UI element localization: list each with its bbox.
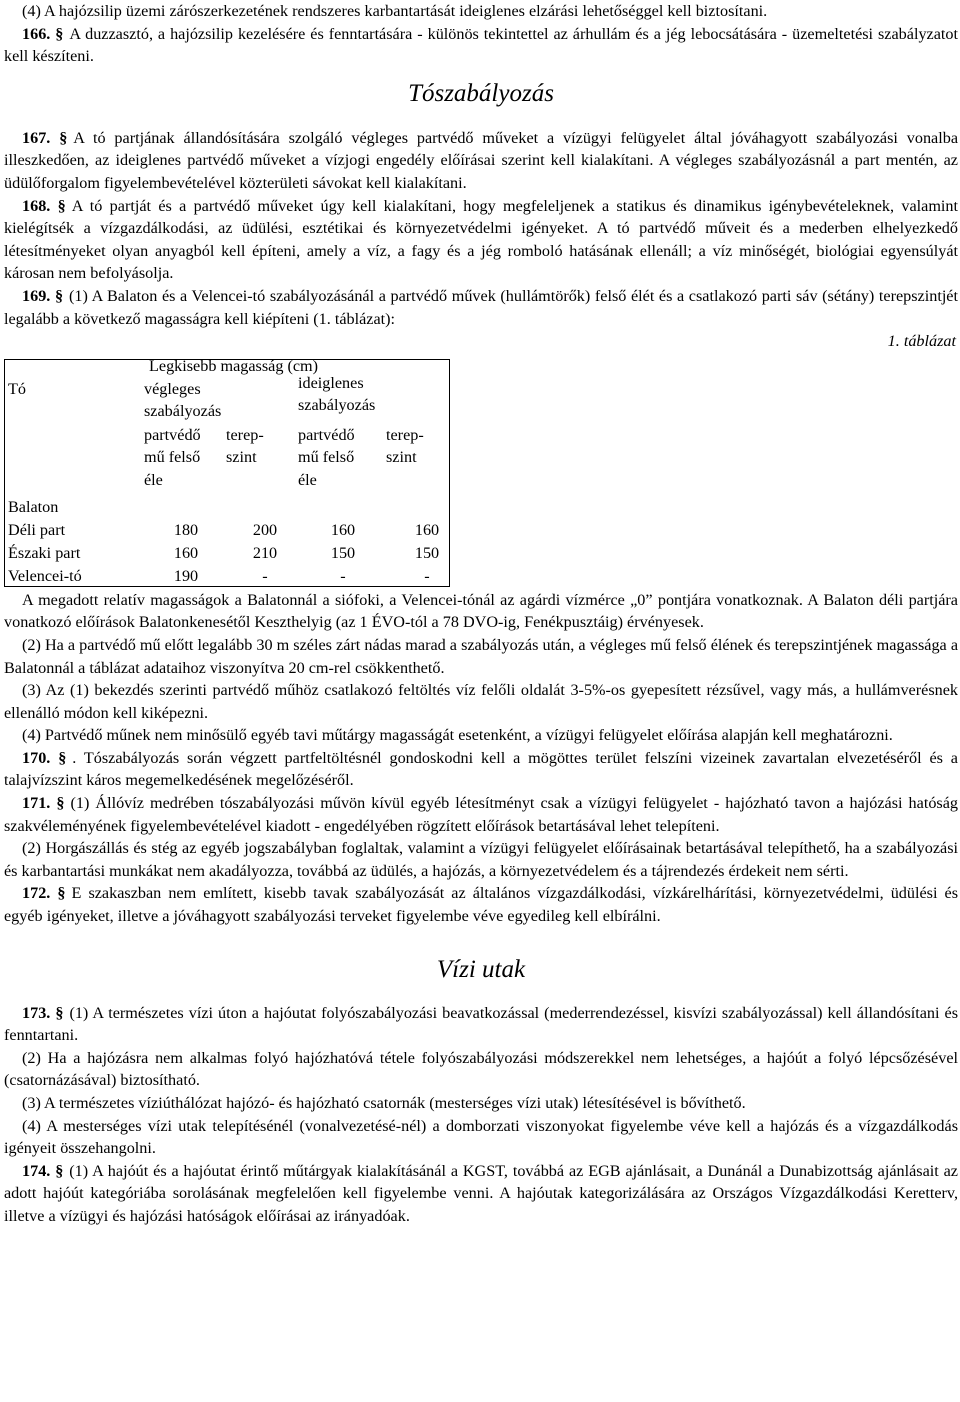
table-cell: 150 — [414, 543, 440, 562]
table-temp-header: ideiglenes szabályozás — [298, 373, 376, 415]
table-cell: - — [262, 566, 268, 585]
table-cell: 190 — [173, 566, 199, 585]
section-168 — [4, 195, 958, 285]
paragraph-sign: § — [54, 286, 64, 305]
section-number: 174. — [22, 1161, 51, 1180]
table-sub-terep-final: terep-szint — [226, 425, 264, 467]
paragraph-169-after-table: A megadott relatív magasságok a Balatonnál a siófoki, a Velencei-tónál az agárdi vízmérce „0” pontjára vonatkoznak. A Balaton déli partjára vonatkozó előírások Balatonkenesétől Keszthelyig (az 1 ÉVO-tól a 78 DVO-ig, Fenékpusztáig) érvényesek. — [4, 590, 958, 632]
paragraph-173-4: (4) A mesterséges vízi utak telepítésénél (vonalvezetésé-nél) a domborzati viszonyokat figyelembe véve kell a hajózás és a vízgazdálkodás igényeit összehangolni. — [4, 1116, 958, 1158]
section-171 — [4, 792, 958, 837]
table-caption: 1. táblázat — [887, 332, 956, 351]
section-text: . Tószabályozás során végzett partfeltöltésnél gondoskodni kell a mögöttes terület felszíni vizeinek zavartalan elvezetéséről és a talajvízszint káros megemelkedésének megelőzéséről. — [4, 748, 958, 790]
paragraph-sign: § — [56, 794, 65, 813]
section-number: 173. — [22, 1003, 51, 1022]
table-col-lake: Tó — [8, 379, 26, 398]
section-number: 169. — [22, 286, 51, 305]
section-text: A tó partját és a partvédő műveket úgy kell kialakítani, hogy megfeleljenek a statikus és dinamikus igénybevételeknek, valamint kielégítsék a vízgazdálkodási, az üdülési, esztétikai és környezetvédelmi igényeket. A tó partvédő műveit és a mederben elhelyezkedő létesítményeket olyan anyagból kell építeni, amely a víz, a fagy és a jég romboló hatásának ellenáll; a víz minőségét, biológiai egyensúlyát károsan nem befolyásolja. — [4, 196, 959, 283]
section-number: 166. — [22, 24, 51, 43]
section-number: 168. — [22, 196, 51, 215]
table-row-name: Velencei-tó — [8, 566, 82, 585]
table-cell: 150 — [330, 543, 356, 562]
section-text: (1) Állóvíz medrében tószabályozási művön kívül egyéb létesítményt csak a vízügyi felügyelet - hajózható tavon a hajózási hatóság szakvéleményének figyelembevételével kiadott - engedélyében rögzített előírások betartásával lehet telepíteni. — [4, 794, 958, 835]
table-cell: 210 — [252, 543, 278, 562]
table-group-header: Legkisebb magasság (cm) — [149, 356, 319, 375]
heading-vizi-utak: Vízi utak — [436, 955, 526, 983]
paragraph-171-2: (2) Horgászállás és stég az egyéb jogszabályban foglaltak, valamint a vízügyi felügyelet előírásainak betartásával telepíthető, ha a szabályozási és karbantartási munkákat nem akadályozza, továbbá az üdülés, a hajózás, a környezetvédelem és a tájrendezés érdekeit nem sérti. — [4, 839, 958, 880]
paragraph-sign: § — [55, 1161, 64, 1180]
section-text: (1) A hajóút és a hajóutat érintő műtárgyak kialakításánál a KGST, továbbá az EGB ajánlásait, a Dunánál a Dunabizottság ajánlásait az adott hajóút kategóriába sorolásának megfelelően kell figyelembe venni. A hajóutak kategorizálására az Országos Vízgazdálkodási Keretterv, illetve a vízügyi és hajózási hatóságok előírásai az irányadóak. — [4, 1161, 958, 1225]
paragraph-sign: § — [55, 1003, 64, 1022]
section-number: 172. — [22, 884, 51, 903]
table-final-header: végleges szabályozás — [144, 379, 222, 421]
table-cell: 200 — [252, 520, 278, 539]
section-number: 167. — [22, 128, 51, 147]
section-text: (1) A természetes vízi úton a hajóutat folyószabályozási beavatkozással (mederrendezéssel, kisvízi szabályozással) kell állandósítani és fenntartani. — [4, 1003, 959, 1045]
document-page — [4, 0, 958, 1228]
paragraph-sign: § — [57, 196, 66, 215]
height-table — [4, 353, 958, 589]
table-sub-partvedo-final: partvédő mű felső éle — [144, 425, 201, 489]
table-cell: 160 — [414, 520, 440, 539]
table-cell: 180 — [173, 520, 199, 539]
paragraph-169-4: (4) Partvédő műnek nem minősülő egyéb tavi műtárgy magasságát esetenként, a vízügyi felügyelet előírása alapján kell meghatározni. — [22, 726, 893, 745]
section-170 — [4, 747, 958, 792]
table-row-name: Déli part — [8, 520, 66, 539]
table-cell: - — [340, 566, 346, 585]
table-sub-terep-temp: terep-szint — [386, 425, 424, 467]
table-row-name: Északi part — [8, 543, 81, 562]
paragraph-sign: § — [57, 884, 66, 903]
table-cell: 160 — [173, 543, 199, 562]
section-169 — [4, 285, 958, 330]
paragraph-165-4: (4) A hajózsilip üzemi zárószerkezetének rendszeres karbantartását ideiglenes elzárási lehetőséggel kell biztosítani. — [22, 2, 768, 20]
paragraph-sign: § — [59, 128, 68, 147]
paragraph-sign: § — [55, 24, 64, 43]
heading-toszabalyozas: Tószabályozás — [408, 79, 554, 107]
section-text: A duzzasztó, a hajózsilip kezelésére és fenntartására - különös tekintettel az árhullám és a jég lebocsátására - üzemeltetési szabályzatot kell készíteni. — [4, 24, 958, 66]
paragraph-sign: § — [58, 748, 67, 767]
table-sub-partvedo-temp: partvédő mű felső éle — [298, 425, 355, 489]
table-group-balaton: Balaton — [8, 497, 59, 516]
section-text: E szakaszban nem említett, kisebb tavak szabályozását az általános vízgazdálkodási, vízkárelhárítási, környezetvédelmi, üdülési és egyéb igényeket, illetve a jóváhagyott szabályozási terveket figyelembe véve egyedileg kell elbírálni. — [4, 884, 958, 926]
section-172 — [4, 882, 958, 927]
section-number: 171. — [22, 794, 51, 813]
section-166 — [4, 23, 958, 68]
paragraph-173-2: (2) Ha a hajózásra nem alkalmas folyó hajózhatóvá tétele folyószabályozási módszerekkel nem lehetséges, a hajóút a folyó lépcsőzésével (csatornázásával) biztosítható. — [4, 1048, 958, 1090]
section-text: (1) A Balaton és a Velencei-tó szabályozásánál a partvédő művek (hullámtörők) felső élét és a csatlakozó parti sáv (sétány) terepszintjét legalább a következő magasságra kell kiépíteni (1. táblázat): — [4, 286, 958, 328]
table-cell: - — [424, 566, 430, 585]
section-173 — [4, 1002, 958, 1047]
section-text: A tó partjának állandósítására szolgáló végleges partvédő műveket a vízügyi felügyelet által jóváhagyott szabályozási vonalba illeszkedően, az ideiglenes partvédő műveket a vízjogi engedély előírásai szerint kell kialakítani. A végleges szabályozásnál a part mentén, az üdülőforgalom figyelembevételével közterületi sávokat kell kialakítani. — [4, 128, 959, 192]
section-167 — [4, 127, 958, 195]
paragraph-169-3: (3) Az (1) bekezdés szerinti partvédő műhöz csatlakozó feltöltés víz felőli oldalát 3-5%-os gyepesített rézsűvel, vagy más, a hullámverésnek ellenálló módon kell kiképezni. — [4, 681, 958, 722]
section-174 — [4, 1160, 958, 1228]
table-cell: 160 — [330, 520, 356, 539]
paragraph-169-2: (2) Ha a partvédő mű előtt legalább 30 m széles zárt nádas marad a szabályozás után, a végleges mű felső élének és terepszintjének magassága a Balatonnál a táblázat adataihoz viszonyítva 20 cm-rel csökkenthető. — [4, 635, 958, 677]
paragraph-173-3: (3) A természetes víziúthálózat hajózó- és hajózható csatornák (mesterséges vízi utak) létesítésével is bővíthető. — [22, 1094, 746, 1112]
section-number: 170. — [22, 748, 51, 767]
